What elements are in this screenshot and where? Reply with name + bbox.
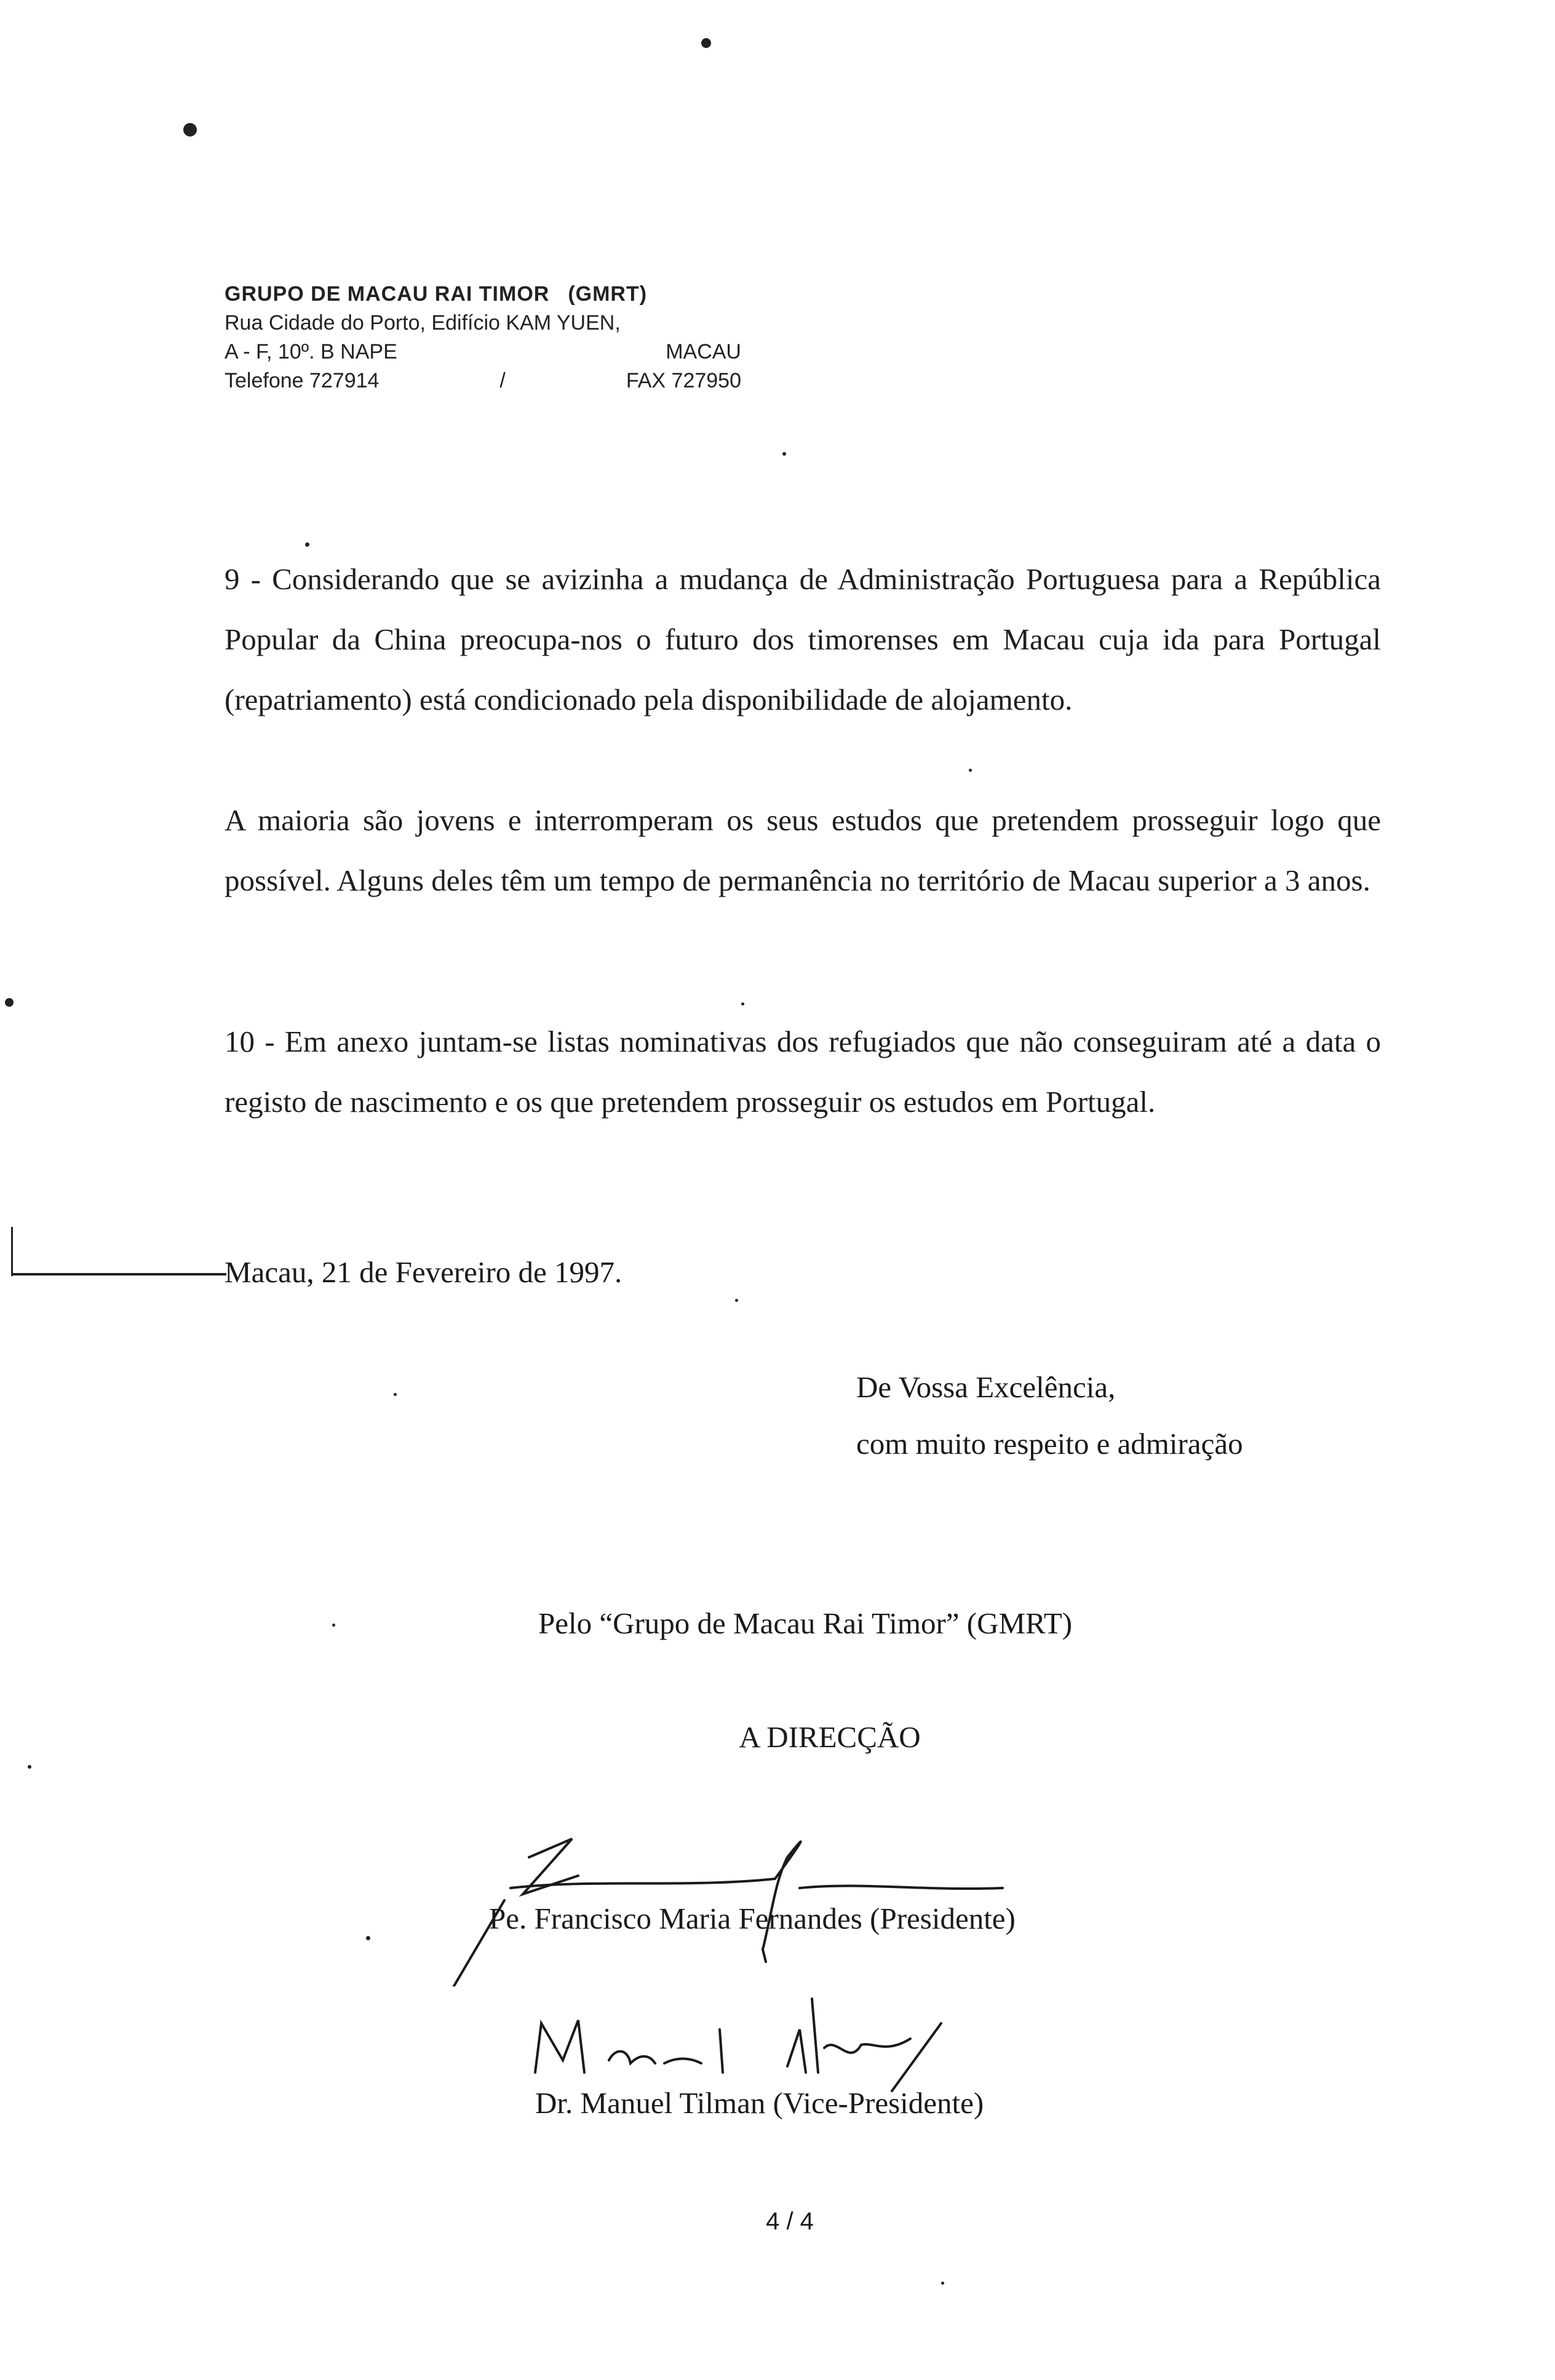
scan-speck [941,2282,944,2285]
paragraph-9-continued [225,790,1381,911]
scan-speck [701,38,711,48]
scan-speck [735,1299,738,1302]
letterhead-unit-line [225,338,741,367]
letterhead-street [225,309,741,338]
street-address: Rua Cidade do Porto, Edifício KAM YUEN, [225,311,621,335]
scan-speck [394,1393,397,1396]
margin-mark-horizontal [11,1273,226,1275]
scan-speck [366,1936,370,1940]
direction-heading [0,1716,1555,1759]
closing-salutation [856,1359,1243,1472]
closing-line-1: De Vossa Excelência, [856,1370,1116,1404]
signed-by-text: Pelo “Grupo de Macau Rai Timor” (GMRT) [538,1606,1073,1640]
scan-speck [969,769,972,772]
letterhead-contact-line [225,367,741,395]
direction-text: A DIRECÇÃO [739,1720,921,1754]
phone-number: Telefone 727914 [225,369,380,392]
org-name: GRUPO DE MACAU RAI TIMOR [225,282,550,306]
signature-vice-president [517,1986,960,2097]
paragraph-10-text: 10 - Em anexo juntam-se listas nominativas dos refugiados que não conseguiram até a data o registo de nascimento e os que pretendem prosseguir os estudos em Portugal. [225,1025,1381,1119]
unit-address: A - F, 10º. B NAPE [225,340,397,363]
scan-speck [28,1765,31,1769]
contact-separator: / [499,369,506,392]
scan-speck [782,452,786,456]
margin-mark-vertical [11,1227,13,1276]
closing-line-2: com muito respeito e admiração [856,1427,1243,1461]
letterhead [225,280,741,395]
letterhead-title [225,280,741,309]
paragraph-9-text: 9 - Considerando que se avizinha a mudança de Administração Portuguesa para a República Popular da China preocupa-nos o futuro dos timorenses em Macau cuja ida para Portugal (repatriamento) está condicionado pela disponibilidade de alojamento. [225,562,1381,716]
scan-speck [741,1002,744,1006]
scan-speck [183,123,197,137]
paragraph-9-continued-text: A maioria são jovens e interromperam os seus estudos que pretendem prosseguir logo que possível. Alguns deles têm um tempo de permanência no território de Macau superior a 3 anos. [225,803,1381,897]
city: MACAU [666,340,741,363]
scan-speck [5,998,14,1007]
signatory-name-president: Pe. Francisco Maria Fernandes (Presidente) [489,1902,1016,1935]
page-number-text: 4 / 4 [766,2208,814,2235]
org-abbreviation: (GMRT) [568,282,648,306]
place-and-date: Macau, 21 de Fevereiro de 1997. [225,1255,622,1289]
signed-by-line [0,1602,1555,1645]
paragraph-9 [225,549,1381,730]
page-number [0,2208,1555,2235]
fax-number: FAX 727950 [626,369,741,392]
signatory-name-vice-president: Dr. Manuel Tilman (Vice-Presidente) [535,2086,984,2120]
scan-speck [332,1624,335,1627]
paragraph-10 [225,1012,1381,1132]
scan-speck [305,542,309,547]
